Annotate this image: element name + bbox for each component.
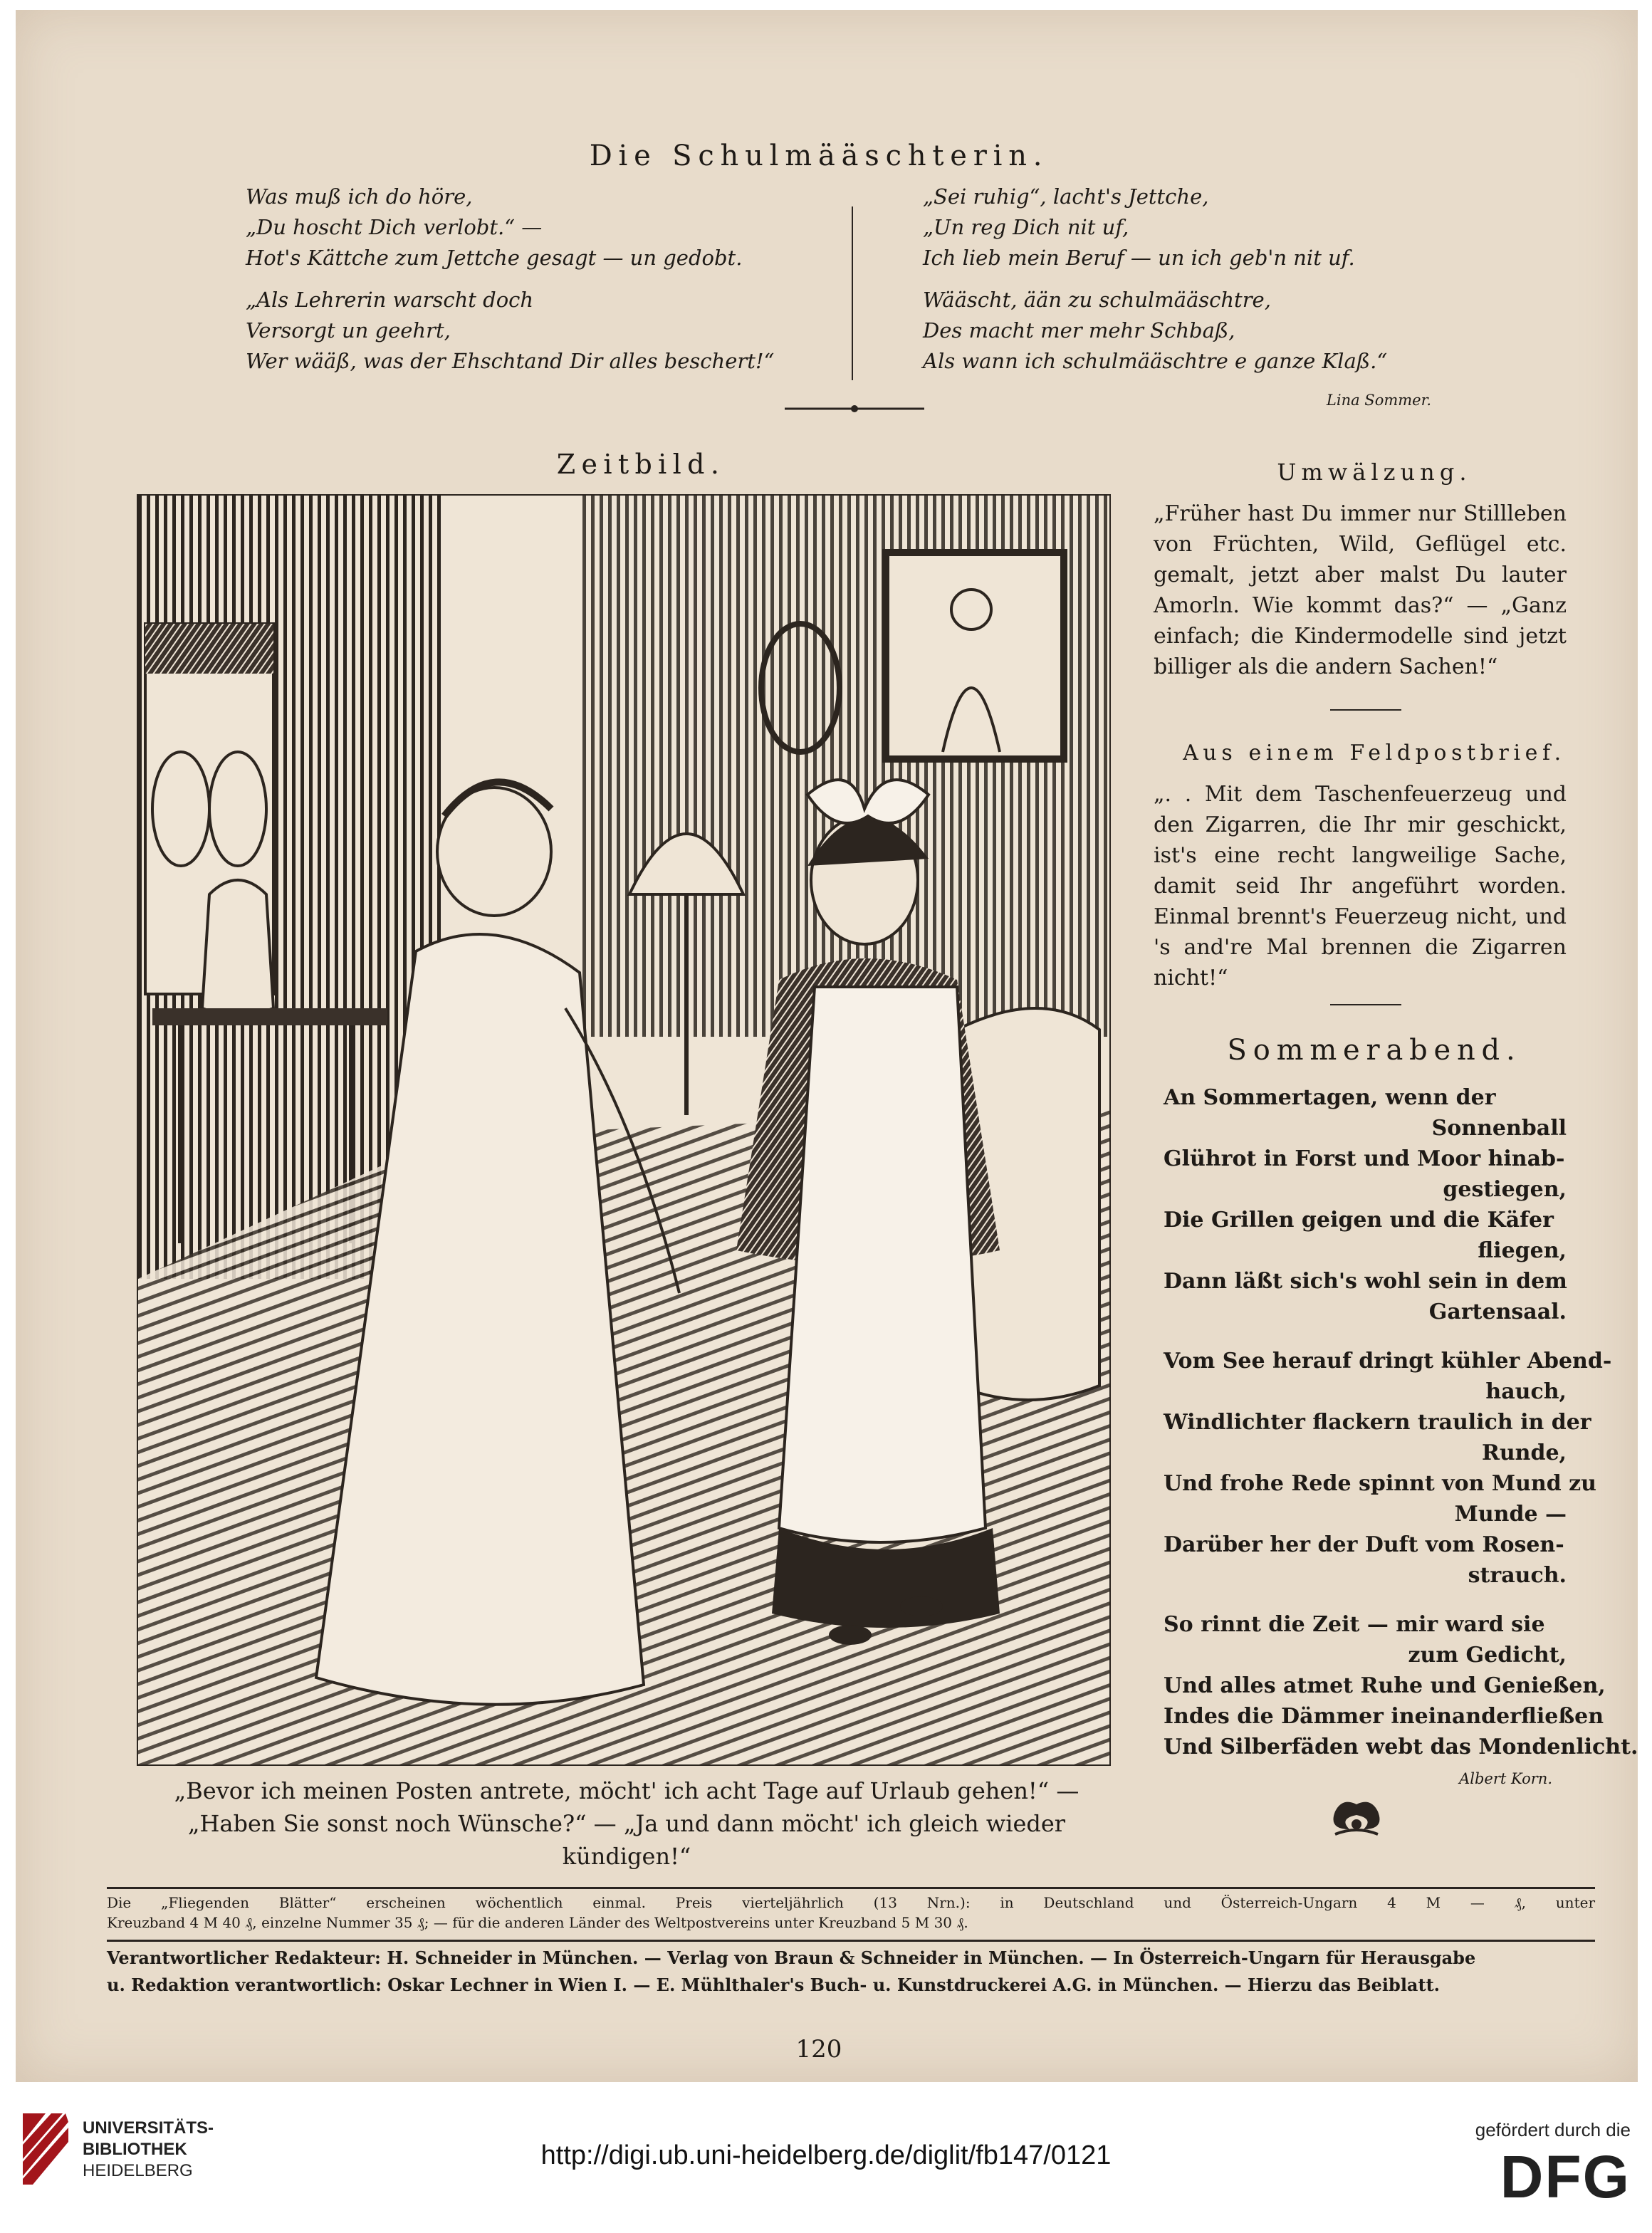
zeitbild-illustration bbox=[137, 494, 1111, 1766]
zeitbild-caption bbox=[128, 1774, 1125, 1873]
poem-line: Indes die Dämmer ineinanderfließen bbox=[1164, 1704, 1604, 1729]
poem1-title: Die Schulmääschterin. bbox=[589, 140, 1049, 172]
poem-line: Vom See herauf dringt kühler Abend- bbox=[1164, 1349, 1612, 1374]
editor-line: u. Redaktion verantwortlich: Oskar Lechner in Wien I. — E. Mühlthaler's Buch- u. Kunstdruckerei A.G. in München. — Hierzu das Beiblatt. bbox=[107, 1975, 1441, 1995]
poem-line: Darüber her der Duft vom Rosen- bbox=[1164, 1532, 1564, 1557]
poem-line-continuation: Sonnenball bbox=[1431, 1116, 1567, 1141]
source-url-link[interactable]: http://digi.ub.uni-heidelberg.de/diglit/fb147/0121 bbox=[540, 2140, 1112, 2170]
poem-line: An Sommertagen, wenn der bbox=[1164, 1085, 1496, 1110]
library-name-line: HEIDELBERG bbox=[83, 2161, 193, 2180]
poem1-author: Lina Sommer. bbox=[1326, 392, 1431, 409]
poem-line-continuation: fliegen, bbox=[1478, 1238, 1567, 1263]
verse-line: Versorgt un geehrt, bbox=[246, 318, 451, 342]
poem-line-continuation: Gartensaal. bbox=[1428, 1299, 1567, 1324]
poem-line-continuation: strauch. bbox=[1468, 1563, 1567, 1588]
umwaelzung-text: „Früher hast Du immer nur Stillleben von Früchten, Wild, Geflügel etc. gemalt, jetzt aber malst Du lauter Amorln. Wie kommt das?“ — „Ganz einfach; die Kindermodelle sind jetzt billiger als die andern Sachen!“ bbox=[1154, 501, 1567, 679]
footer-rule-top bbox=[107, 1887, 1595, 1889]
subscription-line: Die „Fliegenden Blätter“ erscheinen wöchentlich einmal. Preis vierteljährlich (13 Nrn.): in Deutschland und Österreich-Ungarn 4 M — ₰, unter bbox=[107, 1894, 1595, 1911]
verse-line: Was muß ich do höre, bbox=[246, 184, 473, 209]
caption-line: „Bevor ich meinen Posten antrete, möcht' ich acht Tage auf Urlaub gehen!“ — bbox=[174, 1777, 1079, 1804]
dfg-logo[interactable]: DFG bbox=[1500, 2143, 1631, 2210]
library-name-line: BIBLIOTHEK bbox=[83, 2140, 187, 2159]
poem1-right-column bbox=[923, 182, 1464, 377]
illustration-drawing bbox=[138, 496, 1109, 1764]
verse-line: Als wann ich schulmääschtre e ganze Klaß.“ bbox=[923, 349, 1388, 373]
page-number: 120 bbox=[795, 2035, 842, 2064]
funding-text: gefördert durch die bbox=[1475, 2119, 1631, 2140]
verse-line: „Als Lehrerin warscht doch bbox=[246, 288, 534, 312]
verse-line: „Sei ruhig“, lacht's Jettche, bbox=[923, 184, 1209, 209]
poem-line: So rinnt die Zeit — mir ward sie bbox=[1164, 1612, 1545, 1637]
zeitbild-title: Zeitbild. bbox=[556, 449, 726, 480]
caption-line: „Haben Sie sonst noch Wünsche?“ — „Ja und dann möcht' ich gleich wieder kündigen!“ bbox=[187, 1810, 1066, 1870]
poem-line: Dann läßt sich's wohl sein in dem bbox=[1164, 1269, 1567, 1294]
poem-line: Und Silberfäden webt das Mondenlicht. bbox=[1164, 1735, 1638, 1759]
editor-line: Verantwortlicher Redakteur: H. Schneider in München. — Verlag von Braun & Schneider in München. — In Österreich-Ungarn für Herausgabe bbox=[107, 1947, 1476, 1968]
footer-rule-middle bbox=[107, 1940, 1595, 1942]
section-rule bbox=[1330, 709, 1401, 711]
poem1-left-column bbox=[246, 182, 837, 377]
poem-line-continuation: Runde, bbox=[1481, 1440, 1567, 1465]
subscription-line: Kreuzband 4 M 40 ₰, einzelne Nummer 35 ₰; — für die anderen Länder des Weltpostvereins unter Kreuzband 5 M 30 ₰. bbox=[107, 1914, 968, 1931]
section-rule bbox=[1330, 1004, 1401, 1005]
column-divider bbox=[852, 206, 853, 380]
verse-line: Wääscht, ään zu schulmääschtre, bbox=[923, 288, 1271, 312]
vignette-ornament-icon bbox=[1324, 1797, 1389, 1840]
poem-line: Und alles atmet Ruhe und Genießen, bbox=[1164, 1673, 1606, 1698]
poem-line-continuation: zum Gedicht, bbox=[1408, 1643, 1567, 1668]
verse-line: Hot's Kättche zum Jettche gesagt — un gedobt. bbox=[246, 246, 743, 270]
verse-line: „Du hoscht Dich verlobt.“ — bbox=[246, 215, 543, 239]
library-name-line: UNIVERSITÄTS- bbox=[83, 2118, 214, 2138]
poem-line: Windlichter flackern traulich in der bbox=[1164, 1410, 1591, 1435]
umwaelzung-title: Umwälzung. bbox=[1277, 459, 1472, 486]
verse-line: Des macht mer mehr Schbaß, bbox=[923, 318, 1235, 342]
verse-line: Ich lieb mein Beruf — un ich geb'n nit uf. bbox=[923, 246, 1355, 270]
library-logo-icon[interactable] bbox=[17, 2113, 74, 2192]
poem-line-continuation: hauch, bbox=[1485, 1379, 1567, 1404]
ornament-rule-icon bbox=[783, 403, 926, 414]
feldpostbrief-title: Aus einem Feldpostbrief. bbox=[1183, 741, 1566, 765]
poem-line: Und frohe Rede spinnt von Mund zu bbox=[1164, 1471, 1596, 1496]
sommerabend-author: Albert Korn. bbox=[1459, 1770, 1552, 1787]
library-name bbox=[83, 2118, 214, 2182]
sommerabend-poem bbox=[1164, 1082, 1638, 1762]
poem-line: Die Grillen geigen und die Käfer bbox=[1164, 1208, 1554, 1233]
sommerabend-title: Sommerabend. bbox=[1227, 1034, 1522, 1067]
poem-line: Glührot in Forst und Moor hinab- bbox=[1164, 1146, 1565, 1171]
verse-line: „Un reg Dich nit uf, bbox=[923, 215, 1129, 239]
feldpostbrief-text: „. . Mit dem Taschenfeuerzeug und den Zigarren, die Ihr mir geschickt, ist's eine recht langweilige Sache, damit seid Ihr angeführt worden. Einmal brennt's Feuerzeug nicht, und 's and're Mal brennen die Zigarren nicht!“ bbox=[1154, 782, 1567, 990]
poem-line-continuation: gestiegen, bbox=[1443, 1177, 1567, 1202]
verse-line: Wer wääß, was der Ehschtand Dir alles beschert!“ bbox=[246, 349, 775, 373]
poem-line-continuation: Munde — bbox=[1454, 1502, 1567, 1527]
